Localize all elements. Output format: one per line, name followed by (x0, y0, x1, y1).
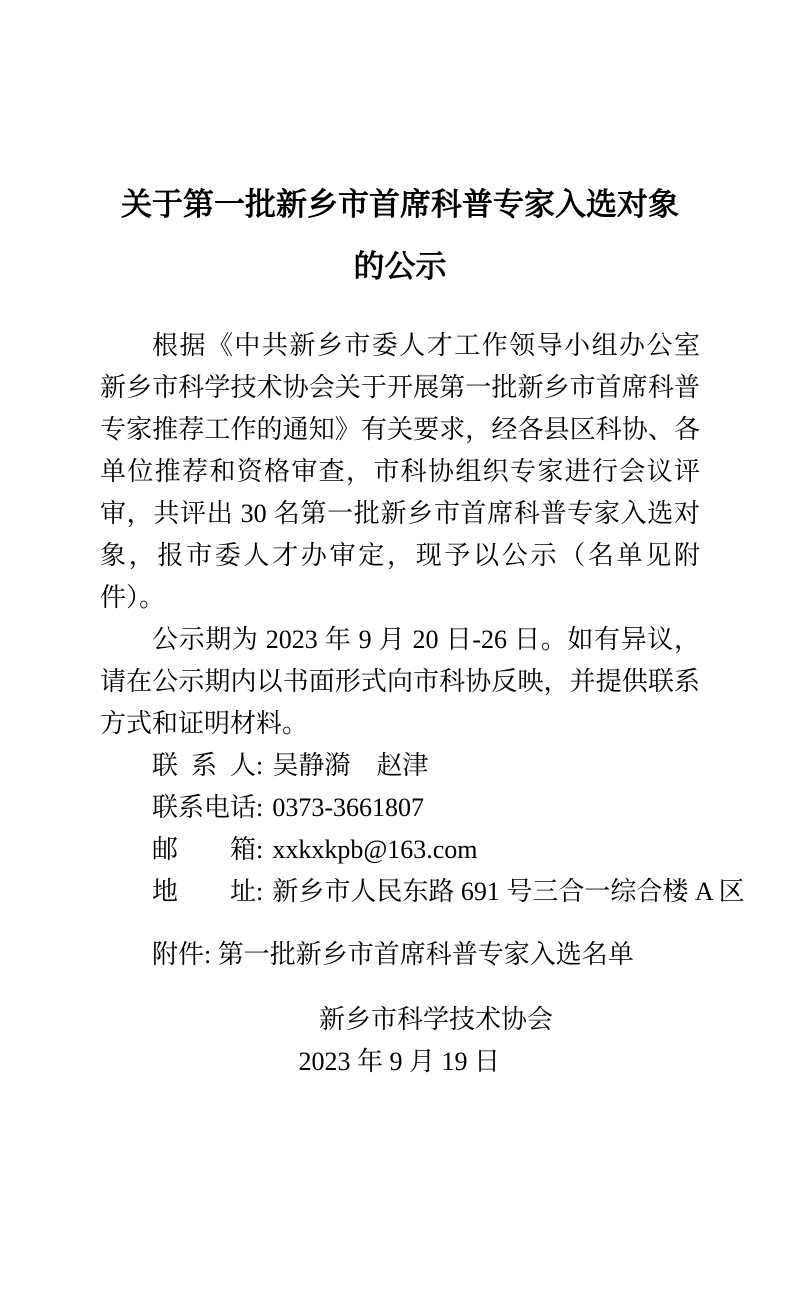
signature-org: 新乡市科学技术协会 (318, 1005, 553, 1034)
title-line-2: 的公示 (353, 249, 447, 284)
attachment-line: 附件: 第一批新乡市首席科普专家入选名单 (152, 940, 634, 969)
contact-label-person: 联系人 (152, 751, 256, 780)
contact-value-person: 吴静漪 赵津 (272, 751, 429, 780)
contact-row-email (100, 829, 700, 871)
signature-date: 2023 年 9 月 19 日 (298, 1047, 500, 1076)
contact-row-address (100, 871, 745, 913)
contact-colon-address: : (256, 877, 264, 906)
contact-value-phone: 0373-3661807 (272, 793, 424, 822)
contact-value-email: xxkxkpb@163.com (272, 835, 478, 864)
contact-colon-person: : (256, 751, 264, 780)
document-page (0, 174, 800, 1306)
document-body (0, 325, 800, 1083)
contact-label-phone: 联系电话 (152, 793, 257, 822)
contact-colon-phone: : (256, 793, 264, 822)
document-title (0, 174, 800, 298)
contact-label-address: 地址 (152, 877, 256, 906)
paragraph-basis: 根据《中共新乡市委人才工作领导小组办公室 新乡市科学技术协会关于开展第一批新乡市首席科普专家推荐工作的通知》有关要求，经各县区科协、各单位推荐和资格审查，市科协组织专家进行会议评审，共评出 30 名第一批新乡市首席科普专家入选对象，报市委人才办审定，现予以公示（名单见附件）。 (100, 331, 727, 612)
paragraph-publicity-period: 公示期为 2023 年 9 月 20 日-26 日。如有异议，请在公示期内以书面形式向市科协反映，并提供联系方式和证明材料。 (100, 625, 700, 738)
contact-value-address: 新乡市人民东路 691 号三合一综合楼 A 区 (272, 877, 745, 906)
title-line-1: 关于第一批新乡市首席科普专家入选对象 (121, 187, 679, 222)
contact-label-email: 邮箱 (152, 835, 256, 864)
contact-colon-email: : (256, 835, 264, 864)
contact-row-person (100, 745, 700, 787)
contact-row-phone (100, 787, 700, 829)
